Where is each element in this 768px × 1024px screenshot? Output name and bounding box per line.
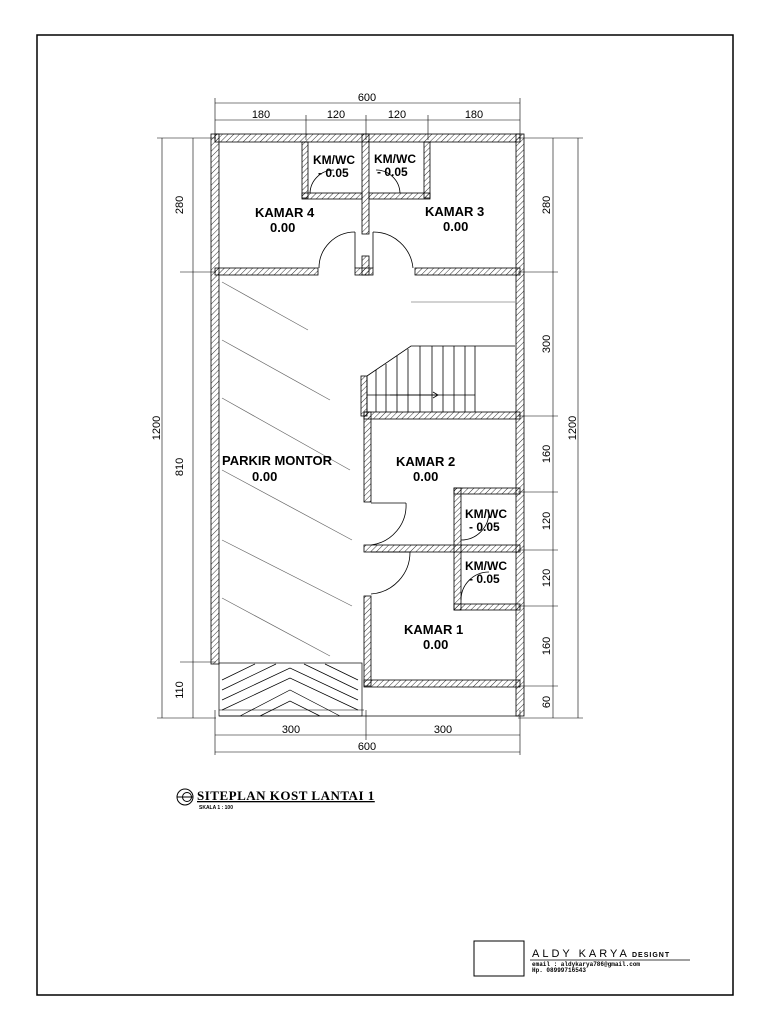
dim-right-seg-6: 160	[541, 636, 553, 656]
dim-left-seg-2: 810	[174, 457, 186, 477]
walls	[211, 134, 524, 716]
dim-right-total: 1200	[567, 415, 579, 441]
room-kamar4-name: KAMAR 4	[255, 205, 315, 220]
room-kamar2-name: KAMAR 2	[396, 454, 456, 469]
brand-email: email : aldykarya786@gmail.com	[532, 961, 641, 968]
dim-bottom-seg-1: 300	[281, 724, 301, 736]
logo-box	[474, 941, 524, 976]
room-wc-mid-upper-name: KM/WC	[465, 507, 507, 521]
brand-name: ALDY KARYA	[532, 948, 630, 960]
room-wc-mid-lower-name: KM/WC	[465, 559, 507, 573]
room-wc-top-right-name: KM/WC	[374, 152, 416, 166]
brand-phone: Hp. 08999716543	[532, 967, 587, 974]
drawing-scale: SKALA 1 : 100	[199, 805, 233, 811]
brand-tagline: DESIGNT	[632, 952, 671, 959]
room-kamar1-level: 0.00	[423, 637, 449, 652]
staircase	[367, 302, 515, 412]
room-wc-top-right-level: - 0.05	[377, 165, 408, 179]
room-kamar1-name: KAMAR 1	[404, 622, 464, 637]
room-kamar2-level: 0.00	[413, 469, 439, 484]
room-kamar4-level: 0.00	[270, 220, 296, 235]
entrance-hatch	[219, 663, 362, 716]
dim-left-seg-3: 110	[174, 681, 186, 699]
drawing-title: SITEPLAN KOST LANTAI 1	[197, 788, 375, 803]
room-wc-mid-lower-level: - 0.05	[469, 572, 500, 586]
room-wc-top-left-name: KM/WC	[313, 153, 355, 167]
dim-right-seg-7: 60	[541, 695, 553, 709]
room-wc-top-left-level: - 0.05	[318, 166, 349, 180]
dim-top-total: 600	[357, 92, 377, 104]
room-parkir-level: 0.00	[252, 469, 278, 484]
room-wc-mid-upper-level: - 0.05	[469, 520, 500, 534]
door-swings	[310, 170, 489, 600]
dim-top-seg-1: 180	[251, 109, 271, 121]
dim-left-total: 1200	[151, 415, 163, 441]
dim-right-seg-1: 280	[541, 195, 553, 215]
dim-left-seg-1: 280	[174, 195, 186, 215]
dim-right-seg-2: 300	[541, 334, 553, 354]
dim-bottom-seg-2: 300	[433, 724, 453, 736]
dim-right-seg-3: 160	[541, 444, 553, 464]
room-parkir-name: PARKIR MONTOR	[222, 453, 333, 468]
dim-right-seg-5: 120	[541, 568, 553, 588]
room-kamar3-level: 0.00	[443, 219, 469, 234]
title-marker-icon	[177, 789, 193, 805]
dim-top-seg-2: 120	[326, 109, 346, 121]
parking-slot-lines	[222, 282, 352, 656]
dim-right-seg-4: 120	[541, 511, 553, 531]
dim-bottom-total: 600	[357, 741, 377, 753]
dim-top-seg-3: 120	[387, 109, 407, 121]
dim-top-seg-4: 180	[464, 109, 484, 121]
drawing-frame	[37, 35, 733, 995]
room-kamar3-name: KAMAR 3	[425, 204, 485, 219]
